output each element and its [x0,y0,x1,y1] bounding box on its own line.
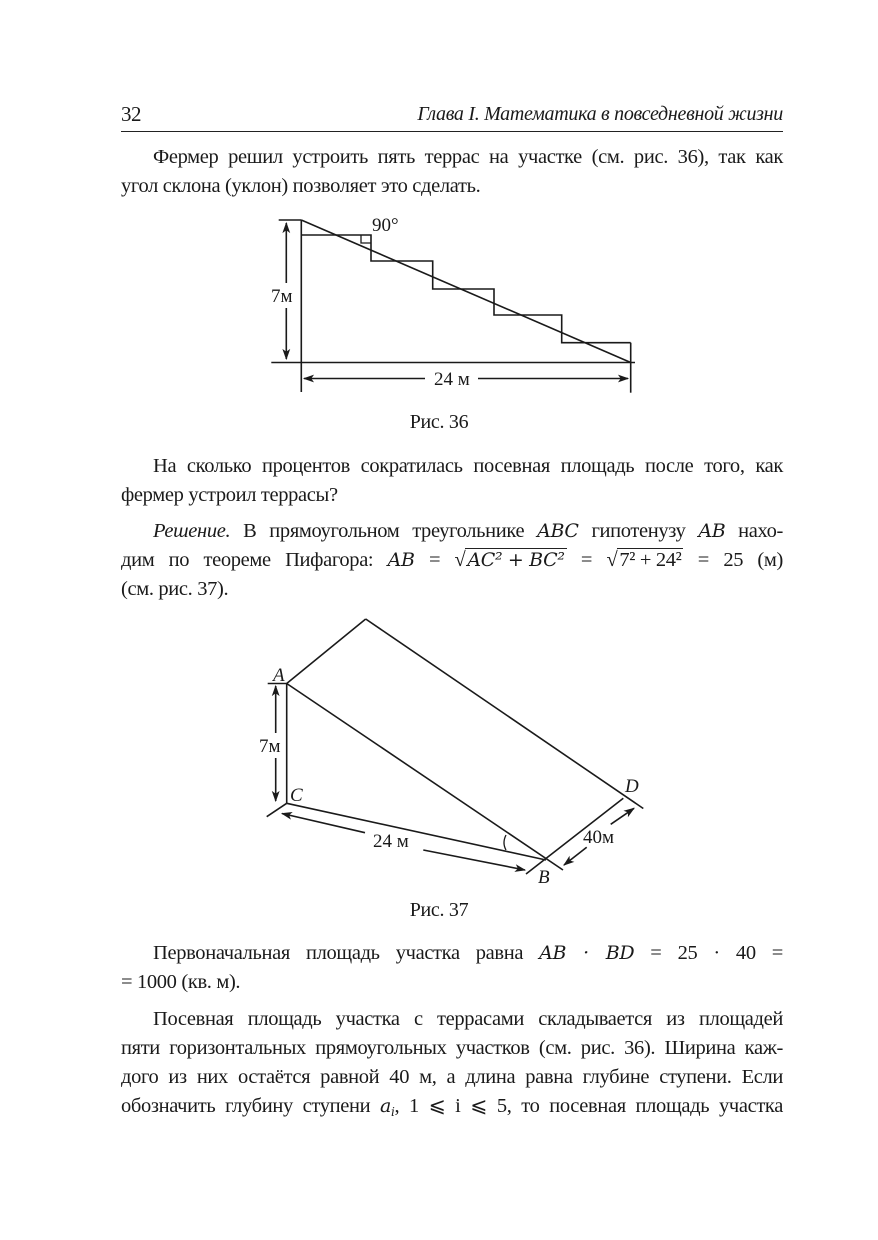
solution-label: Решение. [153,520,231,542]
math-variable [380,1095,394,1117]
width-label: 40м [583,827,615,848]
text-line: = 1000 (кв. м). [121,971,241,993]
math-equals: = [428,549,441,571]
text-span: обозначить глубину ступени [121,1095,371,1117]
running-title: Глава I. Математика в повседневной жизни [417,103,783,125]
paragraph-terrace-area [121,1005,783,1121]
text-line: пяти горизонтальных прямоугольных участков (см. рис. 36). Ширина каж- [121,1037,783,1059]
math-calc: 25 · 40 [677,942,756,964]
math-a: a [379,1095,391,1117]
text-line [121,1092,783,1121]
sqrt-expression-2: √7² + 24² [606,549,682,571]
text-span: гипотенузу [591,520,686,542]
height-label: 7м [259,736,281,757]
text-span: нахо- [738,520,784,542]
vertex-c-label: C [290,785,303,806]
sqrt-radicand: AC² + BC² [467,549,565,571]
vertex-a-label: A [273,665,285,686]
math-hypotenuse: AB [698,520,726,542]
width-label: 24 м [434,369,470,390]
text-line: дого из них остаётся равной 40 м, а длина равна глубине ступени. Если [121,1066,783,1088]
math-condition: , 1 ⩽ i ⩽ 5, [394,1095,512,1117]
vertex-d-label: D [625,776,639,797]
page-number: 32 [121,102,141,126]
math-equals: = [580,549,593,571]
text-span: дим по теореме Пифагора: [121,549,374,571]
text-line: фермер устроил террасы? [121,484,338,506]
vertex-b-label: B [538,867,550,888]
math-equals: = [697,549,709,571]
text-span: то посевная площадь участка [521,1095,783,1117]
base-label: 24 м [373,831,409,852]
paragraph-original-area [121,939,783,997]
text-line: Фермер решил устроить пять террас на участке (см. рис. 36), так как [153,146,783,168]
math-triangle: ABC [537,520,579,542]
sqrt-expression-1: √ AC² + BC² [454,549,565,571]
math-result: 25 (м) [723,549,784,571]
text-line: На сколько процентов сократилась посевная площадь после того, как [153,455,783,477]
math-equals: = [650,942,662,964]
figure-37-caption: Рис. 37 [409,899,469,921]
text-span: Первоначальная площадь участка равна [153,942,524,964]
figure-36-caption: Рис. 36 [409,411,469,433]
height-label: 7м [271,286,293,307]
math-ab-bd: AB · BD [539,942,635,964]
text-line: Посевная площадь участка с террасами складывается из площадей [153,1008,783,1030]
math-equals: = [771,942,783,964]
text-line [121,939,783,968]
sqrt-radicand: 7² + 24² [619,549,682,571]
text-span: В прямоугольном треугольнике [243,520,525,542]
math-subscript: i [390,1105,395,1119]
text-line: (см. рис. 37). [121,578,229,600]
angle-label: 90° [372,215,399,236]
math-ab: AB [387,549,415,571]
text-line: угол склона (уклон) позволяет это сделать. [121,175,481,197]
